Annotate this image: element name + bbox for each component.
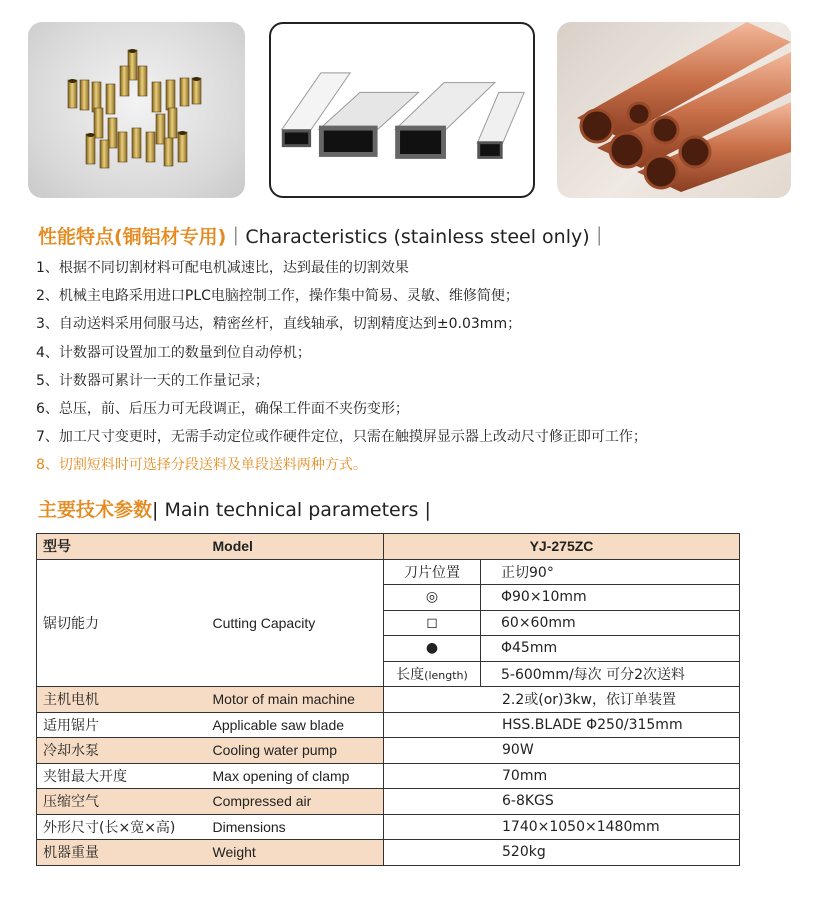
feature-item: 4、计数器可设置加工的数量到位自动停机； xyxy=(36,344,311,361)
solid-bar-icon: ● xyxy=(384,636,481,662)
copper-tubes-photo xyxy=(557,22,791,198)
characteristics-heading xyxy=(38,222,609,249)
table-row xyxy=(37,712,740,738)
length-label xyxy=(384,661,481,687)
cutting-capacity-cn: 锯切能力 xyxy=(37,559,207,687)
feature-list xyxy=(36,258,647,484)
feature-item: 7、加工尺寸变更时，无需手动定位或作硬件定位，只需在触摸屏显示器上改动尺寸修正即可工作； xyxy=(36,429,647,446)
feature-item: 1、根据不同切割材料可配电机减速比，达到最佳的切割效果 xyxy=(36,260,409,276)
header-model-value: YJ-275ZC xyxy=(384,534,740,560)
feature-item: 5、计数器可累计一天的工作量记录； xyxy=(36,372,269,389)
header-model-en: Model xyxy=(207,534,384,560)
table-row xyxy=(37,840,740,866)
row-label-cn: 外形尺寸(长×宽×高) xyxy=(37,814,207,840)
table-row xyxy=(37,814,740,840)
row-label-en: Motor of main machine xyxy=(207,687,384,713)
table-row xyxy=(37,738,740,764)
cutting-capacity-en: Cutting Capacity xyxy=(207,559,384,687)
row-label-en: Weight xyxy=(207,840,384,866)
row-label-cn: 主机电机 xyxy=(37,687,207,713)
length-label-en: (length) xyxy=(424,668,468,682)
length-label-cn: 长度 xyxy=(396,666,425,683)
table-row xyxy=(37,789,740,815)
characteristics-heading-en: ｜Characteristics (stainless steel only)｜ xyxy=(226,226,609,248)
brass-tubes-star-photo xyxy=(28,22,245,198)
square-tube-value: 60×60mm xyxy=(481,610,740,636)
row-label-en: Cooling water pump xyxy=(207,738,384,764)
row-label-cn: 压缩空气 xyxy=(37,789,207,815)
row-value: 70mm xyxy=(384,763,740,789)
row-label-en: Max opening of clamp xyxy=(207,763,384,789)
feature-item: 6、总压，前、后压力可无段调正，确保工件面不夹伤变形； xyxy=(36,400,409,417)
header-model-cn: 型号 xyxy=(37,534,207,560)
parameters-heading-en: | Main technical parameters | xyxy=(152,499,431,521)
row-value: 1740×1050×1480mm xyxy=(384,814,740,840)
aluminum-square-tubes-photo xyxy=(269,22,535,198)
characteristics-heading-cn: 性能特点(铜铝材专用) xyxy=(38,226,227,248)
feature-item-highlighted: 8、切割短料时可选择分段送料及单段送料两种方式。 xyxy=(36,457,367,474)
parameters-table xyxy=(36,533,740,866)
row-value: 90W xyxy=(384,738,740,764)
row-label-cn: 机器重量 xyxy=(37,840,207,866)
blade-position-value: 正切90° xyxy=(481,559,740,585)
parameters-heading-cn: 主要技术参数 xyxy=(38,499,153,521)
length-value: 5-600mm/每次 可分2次送料 xyxy=(481,661,740,687)
row-value: 6-8KGS xyxy=(384,789,740,815)
table-row xyxy=(37,559,740,585)
row-value: 2.2或(or)3kw，依订单装置 xyxy=(384,687,740,713)
round-tube-icon: ◎ xyxy=(384,585,481,611)
row-label-en: Compressed air xyxy=(207,789,384,815)
row-value: 520kg xyxy=(384,840,740,866)
row-label-en: Applicable saw blade xyxy=(207,712,384,738)
solid-bar-value: Φ45mm xyxy=(481,636,740,662)
row-label-en: Dimensions xyxy=(207,814,384,840)
row-label-cn: 夹钳最大开度 xyxy=(37,763,207,789)
feature-item: 2、机械主电路采用进口PLC电脑控制工作，操作集中简易、灵敏、维修简便； xyxy=(36,288,519,305)
feature-item: 3、自动送料采用伺服马达，精密丝杆，直线轴承，切割精度达到±0.03mm； xyxy=(36,316,522,333)
table-header-row xyxy=(37,534,740,560)
row-label-cn: 适用锯片 xyxy=(37,712,207,738)
round-tube-value: Φ90×10mm xyxy=(481,585,740,611)
parameters-heading xyxy=(38,495,431,522)
row-label-cn: 冷却水泵 xyxy=(37,738,207,764)
square-tube-icon: ◻ xyxy=(384,610,481,636)
blade-position-label: 刀片位置 xyxy=(384,559,481,585)
table-row xyxy=(37,687,740,713)
table-row xyxy=(37,763,740,789)
row-value: HSS.BLADE Φ250/315mm xyxy=(384,712,740,738)
